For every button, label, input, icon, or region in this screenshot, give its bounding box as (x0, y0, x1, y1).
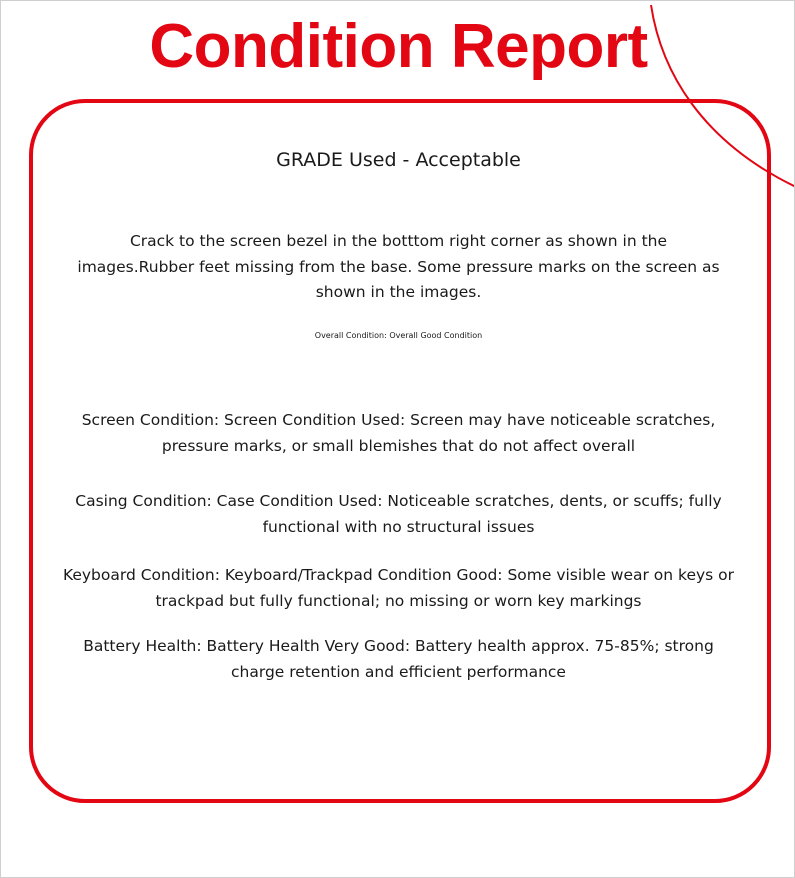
overall-condition: Overall Condition: Overall Good Condition (314, 331, 483, 340)
condition-description: Crack to the screen bezel in the botttom right corner as shown in the images.Rubber feet missing from the base. Some pressure marks on the screen as shown in the images. (77, 232, 720, 301)
report-title: Condition Report (149, 12, 648, 81)
grade-heading: GRADE Used - Acceptable (276, 149, 521, 171)
keyboard-condition: Keyboard Condition: Keyboard/Trackpad Condition Good: Some visible wear on keys or trackpad but fully functional; no missing or worn key markings (62, 566, 735, 610)
battery-health: Battery Health: Battery Health Very Good: Battery health approx. 75-85%; strong charge retention and efficient performance (83, 637, 714, 681)
casing-condition: Casing Condition: Case Condition Used: Noticeable scratches, dents, or scuffs; fully functional with no structural issues (75, 492, 722, 536)
screen-condition: Screen Condition: Screen Condition Used: Screen may have noticeable scratches, pressure marks, or small blemishes that do not affect overall (81, 411, 716, 455)
